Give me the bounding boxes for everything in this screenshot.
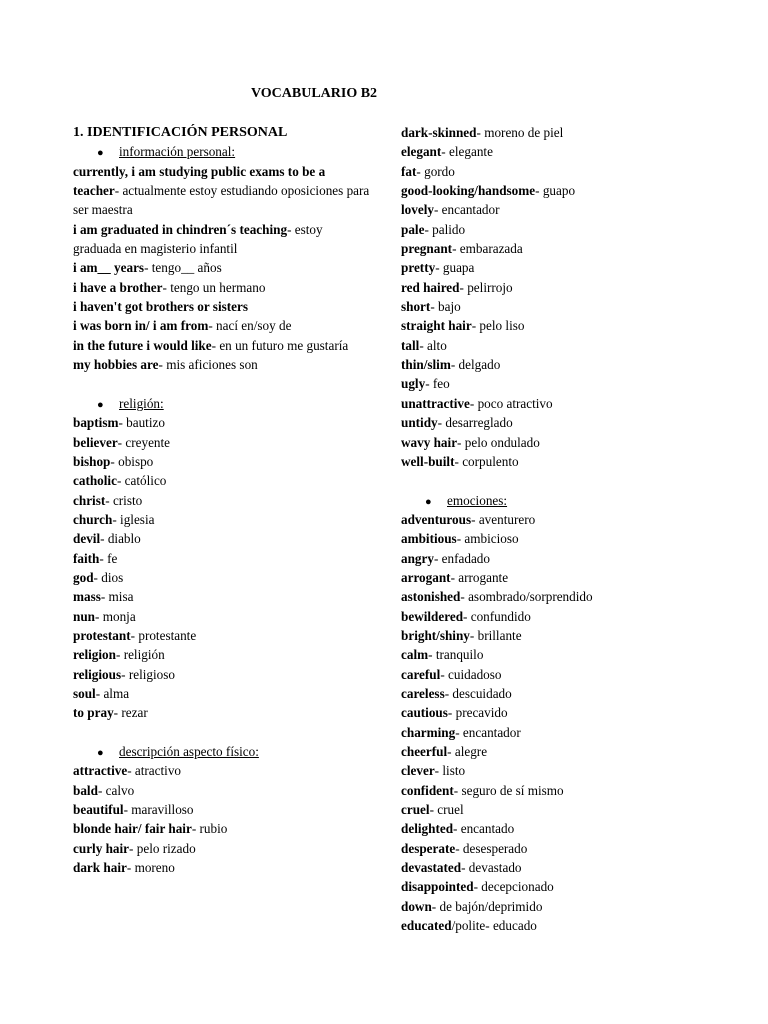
vocab-definition: elegante bbox=[449, 144, 493, 160]
vocab-term: confident bbox=[401, 782, 454, 798]
vocab-term: red haired bbox=[401, 279, 460, 295]
vocab-separator: - bbox=[95, 608, 103, 624]
vocab-entry bbox=[401, 684, 731, 703]
vocab-term: beautiful bbox=[73, 802, 124, 818]
vocab-definition: tengo__ años bbox=[151, 260, 222, 276]
vocab-definition: bajo bbox=[438, 299, 461, 315]
vocab-term: thin/slim bbox=[401, 357, 451, 373]
vocab-term: god bbox=[73, 569, 94, 585]
vocab-entry bbox=[401, 877, 731, 896]
vocab-definition: rubio bbox=[199, 821, 228, 837]
vocab-definition: obispo bbox=[118, 453, 154, 469]
vocab-entry bbox=[73, 858, 373, 877]
spacer bbox=[73, 374, 373, 393]
vocab-entry bbox=[73, 839, 373, 858]
vocab-term: in the future i would like bbox=[73, 337, 212, 353]
vocab-entry bbox=[73, 607, 373, 626]
vocab-term: good-looking/handsome bbox=[401, 183, 536, 199]
vocab-entry bbox=[73, 800, 373, 819]
vocab-definition: listo bbox=[442, 763, 466, 779]
vocab-term: careless bbox=[401, 685, 445, 701]
vocab-entry bbox=[73, 220, 373, 259]
vocab-separator: - bbox=[440, 666, 449, 682]
vocab-term: adventurous bbox=[401, 511, 472, 527]
vocab-definition: en un futuro me gustaría bbox=[219, 337, 349, 353]
vocab-entry bbox=[401, 781, 731, 800]
vocab-definition: pelo rizado bbox=[136, 840, 196, 856]
document-title: VOCABULARIO B2 bbox=[250, 86, 378, 101]
bullet-icon: ● bbox=[97, 747, 104, 759]
vocab-definition: cruel bbox=[437, 802, 464, 818]
vocab-term: unattractive bbox=[401, 395, 470, 411]
vocab-entry bbox=[73, 587, 373, 606]
vocab-term: bishop bbox=[73, 453, 111, 469]
vocab-separator: - bbox=[454, 453, 463, 469]
subsection-label: religión: bbox=[119, 395, 164, 411]
vocab-term: blonde hair/ fair hair bbox=[73, 821, 192, 837]
vocab-term: down bbox=[401, 898, 432, 914]
vocab-entry bbox=[73, 703, 373, 722]
vocab-entry bbox=[401, 297, 731, 316]
vocab-definition: encantador bbox=[441, 202, 500, 218]
vocab-term: bright/shiny bbox=[401, 627, 470, 643]
vocab-entry bbox=[401, 355, 731, 374]
vocab-entry bbox=[73, 355, 373, 374]
vocab-definition: desarreglado bbox=[445, 415, 513, 431]
vocab-definition: atractivo bbox=[134, 763, 182, 779]
vocab-definition: diablo bbox=[107, 531, 141, 547]
vocab-term: i have a brother bbox=[73, 279, 163, 295]
vocab-term: straight hair bbox=[401, 318, 472, 334]
vocab-separator: - bbox=[112, 511, 121, 527]
vocab-separator: - bbox=[441, 144, 449, 160]
vocab-entry bbox=[401, 607, 731, 626]
vocab-term: believer bbox=[73, 434, 118, 450]
vocab-definition: brillante bbox=[477, 627, 522, 643]
subsection-heading bbox=[401, 491, 731, 510]
vocab-entry bbox=[73, 529, 373, 548]
vocab-entry bbox=[401, 510, 731, 529]
subsection-heading bbox=[73, 742, 373, 761]
vocab-separator: - bbox=[211, 337, 220, 353]
vocab-term: fat bbox=[401, 163, 417, 179]
vocab-separator: /polite- bbox=[451, 918, 493, 934]
vocab-entry bbox=[401, 645, 731, 664]
vocab-entry bbox=[73, 626, 373, 645]
vocab-definition: encantado bbox=[460, 821, 515, 837]
vocab-definition: feo bbox=[432, 376, 450, 392]
vocab-entry bbox=[401, 162, 731, 181]
bullet-icon: ● bbox=[97, 147, 104, 160]
vocab-entry bbox=[73, 819, 373, 838]
vocab-separator: - bbox=[100, 531, 108, 547]
vocab-term: bald bbox=[73, 782, 98, 798]
vocab-entry bbox=[401, 452, 731, 471]
vocab-term: delighted bbox=[401, 821, 454, 837]
vocab-separator: - bbox=[208, 318, 217, 334]
vocab-term: my hobbies are bbox=[73, 357, 159, 373]
vocab-definition: bautizo bbox=[126, 415, 165, 431]
vocab-definition: pelirrojo bbox=[467, 279, 513, 295]
vocab-entry bbox=[401, 336, 731, 355]
vocab-entry bbox=[73, 510, 373, 529]
vocab-separator: - bbox=[434, 763, 443, 779]
vocab-term: devastated bbox=[401, 860, 462, 876]
vocab-entry bbox=[401, 742, 731, 761]
vocab-term: well-built bbox=[401, 453, 455, 469]
vocab-separator: - bbox=[121, 666, 129, 682]
vocab-separator: - bbox=[118, 415, 127, 431]
vocab-definition: protestante bbox=[138, 627, 197, 643]
vocab-separator: - bbox=[287, 221, 295, 237]
vocab-definition: descuidado bbox=[452, 685, 512, 701]
vocab-definition: arrogante bbox=[458, 569, 509, 585]
vocab-definition: de bajón/deprimido bbox=[439, 898, 543, 914]
vocab-term: christ bbox=[73, 492, 106, 508]
vocab-term: protestant bbox=[73, 627, 131, 643]
vocab-separator: - bbox=[463, 608, 471, 624]
vocab-separator: - bbox=[455, 724, 463, 740]
vocab-definition: alto bbox=[427, 337, 447, 353]
vocab-separator: - bbox=[424, 221, 433, 237]
vocab-term: educated bbox=[401, 918, 452, 934]
section-heading: 1. IDENTIFICACIÓN PERSONAL bbox=[73, 125, 288, 140]
vocab-term: bewildered bbox=[401, 608, 464, 624]
vocab-entry bbox=[401, 703, 731, 722]
vocab-definition: pelo ondulado bbox=[464, 434, 540, 450]
vocab-entry bbox=[73, 645, 373, 664]
vocab-separator: - bbox=[471, 318, 480, 334]
vocab-separator: - bbox=[450, 357, 459, 373]
vocab-term: lovely bbox=[401, 202, 434, 218]
vocab-definition: guapa bbox=[442, 260, 475, 276]
vocab-entry bbox=[401, 800, 731, 819]
vocab-entry bbox=[73, 162, 373, 220]
vocab-entry bbox=[73, 684, 373, 703]
vocab-separator: - bbox=[450, 569, 459, 585]
vocab-term: untidy bbox=[401, 415, 438, 431]
vocab-definition: mis aficiones son bbox=[166, 357, 258, 373]
vocab-entry bbox=[401, 239, 731, 258]
vocab-entry bbox=[73, 258, 373, 277]
vocab-term: pregnant bbox=[401, 241, 453, 257]
vocab-definition: monja bbox=[102, 608, 136, 624]
vocab-separator: - bbox=[162, 279, 171, 295]
vocab-definition: asombrado/sorprendido bbox=[468, 589, 593, 605]
vocab-separator: - bbox=[471, 511, 479, 527]
vocab-entry bbox=[401, 839, 731, 858]
subsection-label: emociones: bbox=[447, 492, 508, 508]
vocab-term: calm bbox=[401, 647, 429, 663]
vocab-definition: ambicioso bbox=[464, 531, 519, 547]
vocab-separator: - bbox=[114, 183, 123, 199]
vocab-term: wavy hair bbox=[401, 434, 458, 450]
vocab-definition: delgado bbox=[458, 357, 501, 373]
vocab-entry bbox=[401, 200, 731, 219]
vocab-separator: - bbox=[456, 531, 465, 547]
vocab-entry bbox=[401, 374, 731, 393]
vocab-separator: - bbox=[129, 840, 137, 856]
vocab-separator: - bbox=[444, 685, 453, 701]
vocab-separator: - bbox=[123, 802, 132, 818]
vocab-separator: - bbox=[428, 647, 436, 663]
vocab-entry bbox=[401, 316, 731, 335]
vocab-definition: enfadado bbox=[441, 550, 490, 566]
vocab-entry bbox=[73, 471, 373, 490]
vocab-definition: actualmente estoy estudiando oposiciones para ser maestra bbox=[73, 183, 370, 218]
vocab-separator: - bbox=[113, 705, 122, 721]
vocab-definition: religión bbox=[123, 647, 165, 663]
vocab-entry bbox=[401, 897, 731, 916]
vocab-separator: - bbox=[126, 860, 135, 876]
vocab-definition: alma bbox=[103, 685, 130, 701]
vocab-definition: confundido bbox=[470, 608, 531, 624]
vocab-separator: - bbox=[95, 685, 104, 701]
vocab-term: curly hair bbox=[73, 840, 130, 856]
vocab-term: pretty bbox=[401, 260, 436, 276]
vocab-separator: - bbox=[430, 299, 439, 315]
vocab-definition: embarazada bbox=[459, 241, 523, 257]
vocab-definition: cristo bbox=[112, 492, 143, 508]
vocab-separator: - bbox=[455, 840, 463, 856]
right-column bbox=[401, 123, 731, 935]
vocab-term: cruel bbox=[401, 802, 430, 818]
vocab-entry bbox=[401, 413, 731, 432]
vocab-term: mass bbox=[73, 589, 101, 605]
vocab-term: i am graduated in chindren´s teaching bbox=[73, 221, 288, 237]
vocab-entry bbox=[401, 858, 731, 877]
vocab-term: soul bbox=[73, 685, 96, 701]
subsection-heading bbox=[73, 394, 373, 413]
vocab-separator: - bbox=[115, 647, 124, 663]
vocab-term: disappointed bbox=[401, 879, 474, 895]
vocab-definition: gordo bbox=[424, 163, 455, 179]
vocab-term: charming bbox=[401, 724, 456, 740]
vocab-definition: desesperado bbox=[462, 840, 528, 856]
vocab-term: currently, i am studying public exams to be a teacher bbox=[73, 163, 326, 199]
vocab-entry bbox=[73, 297, 373, 316]
vocab-entry bbox=[401, 433, 731, 452]
vocab-term: to pray bbox=[73, 705, 114, 721]
vocab-term: attractive bbox=[73, 763, 128, 779]
vocab-separator: - bbox=[429, 802, 438, 818]
vocab-definition: pelo liso bbox=[479, 318, 525, 334]
bullet-icon: ● bbox=[425, 495, 432, 508]
vocab-separator: - bbox=[473, 879, 482, 895]
vocab-separator: - bbox=[460, 589, 469, 605]
vocab-entry bbox=[401, 916, 731, 935]
vocab-term: i haven't got brothers or sisters bbox=[73, 299, 248, 315]
vocab-separator: - bbox=[191, 821, 200, 837]
vocab-term: arrogant bbox=[401, 569, 451, 585]
vocab-definition: nací en/soy de bbox=[216, 318, 292, 334]
vocab-separator: - bbox=[452, 241, 460, 257]
vocab-separator: - bbox=[461, 860, 469, 876]
vocab-separator: - bbox=[447, 705, 456, 721]
vocab-entry bbox=[73, 491, 373, 510]
vocab-definition: aventurero bbox=[478, 511, 536, 527]
vocab-definition: alegre bbox=[454, 744, 488, 759]
vocab-separator: - bbox=[117, 434, 126, 450]
vocab-separator: - bbox=[453, 821, 461, 837]
vocab-definition: guapo bbox=[542, 183, 576, 199]
vocab-separator: - bbox=[105, 492, 113, 508]
vocab-separator: - bbox=[130, 627, 139, 643]
left-column bbox=[73, 123, 373, 877]
vocab-entry bbox=[401, 142, 731, 161]
vocab-definition: moreno bbox=[134, 860, 175, 876]
subsection-label: descripción aspecto físico: bbox=[119, 744, 259, 759]
vocab-term: religion bbox=[73, 647, 116, 663]
vocab-entry bbox=[401, 181, 731, 200]
vocab-term: tall bbox=[401, 337, 420, 353]
vocab-entry bbox=[401, 723, 731, 742]
vocab-term: nun bbox=[73, 608, 96, 624]
vocab-separator: - bbox=[437, 415, 446, 431]
vocab-separator: - bbox=[419, 337, 428, 353]
vocab-separator: - bbox=[144, 260, 152, 276]
vocab-term: catholic bbox=[73, 473, 117, 489]
vocab-definition: maravilloso bbox=[131, 802, 194, 818]
vocab-separator: - bbox=[158, 357, 167, 373]
vocab-entry bbox=[401, 258, 731, 277]
vocab-definition: tengo un hermano bbox=[170, 279, 266, 295]
vocab-entry bbox=[401, 220, 731, 239]
vocab-definition: fe bbox=[107, 550, 118, 566]
spacer bbox=[73, 723, 373, 742]
vocab-entry bbox=[401, 587, 731, 606]
vocab-term: cheerful bbox=[401, 744, 448, 759]
vocab-definition: rezar bbox=[121, 705, 148, 721]
vocab-definition: decepcionado bbox=[481, 879, 554, 895]
vocab-entry bbox=[401, 568, 731, 587]
subsection-label: información personal: bbox=[119, 144, 236, 160]
vocab-entry bbox=[73, 413, 373, 432]
vocab-separator: - bbox=[416, 163, 425, 179]
vocab-definition: corpulento bbox=[462, 453, 519, 469]
vocab-term: desperate bbox=[401, 840, 456, 856]
vocab-separator: - bbox=[100, 589, 109, 605]
vocab-definition: poco atractivo bbox=[477, 395, 553, 411]
vocab-definition: precavido bbox=[455, 705, 508, 721]
vocab-separator: - bbox=[116, 473, 125, 489]
vocab-definition: misa bbox=[108, 589, 134, 605]
vocab-entry bbox=[73, 452, 373, 471]
vocab-entry bbox=[73, 549, 373, 568]
bullet-icon: ● bbox=[97, 398, 104, 411]
vocab-separator: - bbox=[425, 376, 433, 392]
spacer bbox=[401, 471, 731, 490]
vocab-separator: - bbox=[99, 550, 108, 566]
vocab-entry bbox=[73, 433, 373, 452]
vocab-separator: - bbox=[127, 763, 135, 779]
vocab-separator: - bbox=[435, 260, 443, 276]
vocab-entry bbox=[401, 626, 731, 645]
vocab-definition: iglesia bbox=[120, 511, 155, 527]
vocab-term: i was born in/ i am from bbox=[73, 318, 209, 334]
vocab-definition: calvo bbox=[105, 782, 135, 798]
vocab-entry bbox=[401, 123, 731, 142]
vocab-term: dark hair bbox=[73, 860, 127, 876]
vocab-separator: - bbox=[433, 202, 442, 218]
vocab-term: devil bbox=[73, 531, 101, 547]
vocab-definition: dios bbox=[101, 569, 124, 585]
vocab-separator: - bbox=[457, 434, 465, 450]
vocab-definition: devastado bbox=[468, 860, 522, 876]
vocab-definition: moreno de piel bbox=[484, 125, 564, 140]
subsection-heading bbox=[73, 142, 373, 161]
vocab-term: astonished bbox=[401, 589, 461, 605]
vocab-separator: - bbox=[447, 744, 455, 759]
vocab-entry bbox=[401, 665, 731, 684]
vocab-term: ambitious bbox=[401, 531, 457, 547]
vocab-separator: - bbox=[93, 569, 102, 585]
vocab-term: angry bbox=[401, 550, 434, 566]
vocab-separator: - bbox=[476, 125, 485, 140]
vocab-separator: - bbox=[97, 782, 106, 798]
vocab-separator: - bbox=[431, 898, 440, 914]
vocab-definition: creyente bbox=[125, 434, 171, 450]
vocab-entry bbox=[401, 819, 731, 838]
vocab-term: church bbox=[73, 511, 113, 527]
vocab-entry bbox=[73, 761, 373, 780]
vocab-term: baptism bbox=[73, 415, 119, 431]
vocab-definition: seguro de sí mismo bbox=[461, 782, 564, 798]
vocab-entry bbox=[73, 336, 373, 355]
vocab-definition: encantador bbox=[462, 724, 521, 740]
vocab-term: clever bbox=[401, 763, 435, 779]
vocab-entry bbox=[73, 278, 373, 297]
vocab-definition: tranquilo bbox=[435, 647, 484, 663]
vocab-entry bbox=[73, 316, 373, 335]
vocab-definition: palido bbox=[432, 221, 466, 237]
vocab-separator: - bbox=[469, 627, 478, 643]
vocab-term: pale bbox=[401, 221, 425, 237]
vocab-separator: - bbox=[469, 395, 478, 411]
vocab-term: religious bbox=[73, 666, 122, 682]
vocab-entry bbox=[73, 568, 373, 587]
vocab-separator: - bbox=[110, 453, 119, 469]
vocab-separator: - bbox=[453, 782, 462, 798]
vocab-entry bbox=[73, 781, 373, 800]
vocab-entry bbox=[401, 761, 731, 780]
vocab-entry bbox=[401, 529, 731, 548]
vocab-term: careful bbox=[401, 666, 441, 682]
vocab-definition: religioso bbox=[128, 666, 175, 682]
vocab-entry bbox=[401, 394, 731, 413]
vocab-entry bbox=[73, 665, 373, 684]
vocab-term: faith bbox=[73, 550, 100, 566]
vocab-definition: católico bbox=[124, 473, 167, 489]
vocab-term: i am__ years bbox=[73, 260, 145, 276]
vocab-term: elegant bbox=[401, 144, 442, 160]
vocab-separator: - bbox=[433, 550, 442, 566]
vocab-definition: educado bbox=[492, 918, 537, 934]
vocab-entry bbox=[401, 278, 731, 297]
vocab-term: short bbox=[401, 299, 431, 315]
vocab-term: cautious bbox=[401, 705, 448, 721]
vocab-separator: - bbox=[535, 183, 543, 199]
vocab-entry bbox=[401, 549, 731, 568]
vocab-definition: estoy graduada en magisterio infantil bbox=[73, 221, 323, 257]
vocab-separator: - bbox=[459, 279, 468, 295]
vocab-term: ugly bbox=[401, 376, 426, 392]
vocab-definition: cuidadoso bbox=[448, 666, 502, 682]
vocab-term: dark-skinned bbox=[401, 125, 477, 140]
